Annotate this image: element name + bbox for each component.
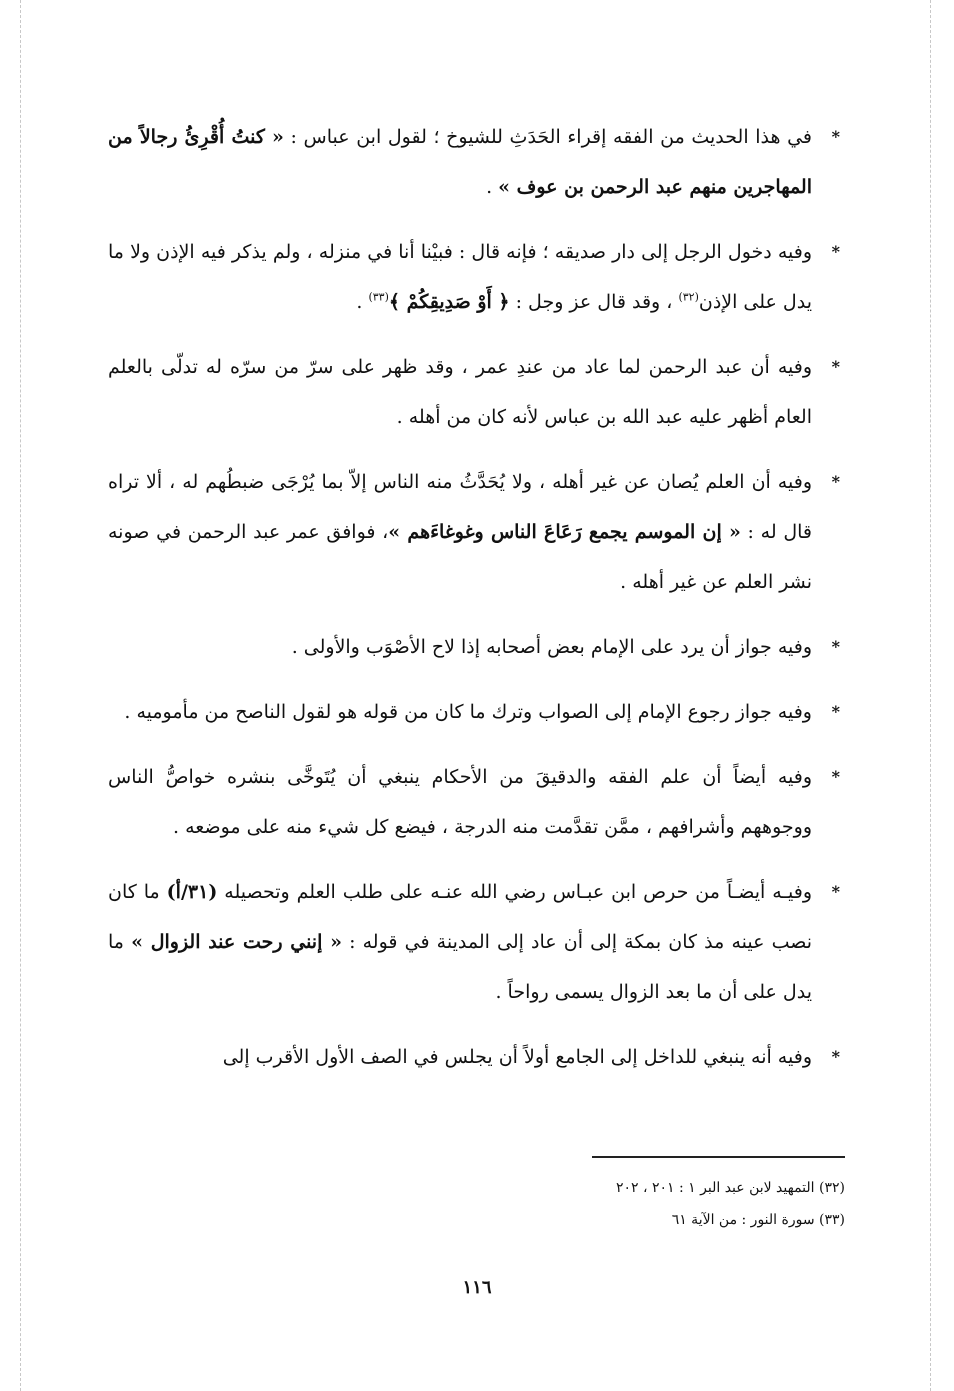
page-body <box>108 112 842 1097</box>
footnotes <box>400 1172 845 1236</box>
bullet-icon: * <box>831 472 840 491</box>
bullet-icon: * <box>831 767 840 786</box>
footnote-32: (٣٢) التمهيد لابن عبد البر ١ : ٢٠١ ، ٢٠٢ <box>615 1180 845 1196</box>
paragraph-text: وفيه أنه ينبغي للداخل إلى الجامع أولاً أن يجلس في الصف الأول الأقرب إلى <box>222 1046 812 1068</box>
bullet-icon: * <box>831 357 840 376</box>
paragraph <box>108 867 842 1017</box>
paragraph <box>108 752 842 852</box>
footnote-33: (٣٣) سورة النور : من الآية ٦١ <box>671 1212 845 1228</box>
emphasized-text: (٣١/أ) <box>166 881 218 903</box>
footnote-reference: (٣٢) <box>678 290 699 304</box>
bullet-icon: * <box>831 242 840 261</box>
paragraph-text: وفيه دخول الرجل إلى دار صديقه ؛ فإنه قال : فبيْنا أنا في منزله ، ولم يذكر فيه الإذن ولا ما يدل على الإذن <box>108 241 812 313</box>
paragraph-text: وفيه أن العلم يُصان عن غير أهله ، ولا يُحَدَّثُ منه الناس إلاّ بما يُرْجَى ضبطُهم له ، ألا تراه قال له : <box>108 471 812 543</box>
scan-edge-right <box>930 0 931 1391</box>
scan-edge-left <box>20 0 21 1391</box>
paragraph <box>108 227 842 327</box>
paragraph <box>108 112 842 212</box>
paragraph-text: . <box>486 176 499 198</box>
paragraph-text: في هذا الحديث من الفقه إقراء الحَدَثِ للشيوخ ؛ لقول ابن عباس : <box>283 126 812 148</box>
paragraph <box>108 622 842 672</box>
paragraph-text: . <box>356 291 369 313</box>
footnote-reference: (٣٣) <box>368 290 389 304</box>
paragraph-text: وفيه جواز أن يرد على الإمام بعض أصحابه إذا لاح الأصْوَب والأولى . <box>291 636 812 658</box>
paragraph-text: وفيه جواز رجوع الإمام إلى الصواب وترك ما كان من قوله هو لقول الناصح من مأموميه . <box>124 701 812 723</box>
paragraph-text: ما كان نصب عينه مذ كان بمكة إلى أن عاد إلى المدينة في قوله : <box>108 881 812 953</box>
bullet-icon: * <box>831 1047 840 1066</box>
paragraph <box>108 342 842 442</box>
paragraph-text: وفيـه أيضـاً من حرص ابن عبـاس رضي الله عنـه على طلب العلم وتحصيله <box>217 881 812 903</box>
paragraph-text: ، فوافق عمر عبد الرحمن في صونه نشر العلم عن غير أهله . <box>108 521 812 593</box>
paragraph-text: ، وقد قال عز وجل : <box>509 291 679 313</box>
paragraph <box>108 457 842 607</box>
paragraph-text: وفيه أن عبد الرحمن لما عاد من عندِ عمر ، وقد ظهر على سرّ من سرّه له تدلّى بالعلم العام أظهر عليه عبد الله بن عباس لأنه كان من أهله . <box>108 356 812 428</box>
paragraph <box>108 1032 842 1082</box>
bullet-icon: * <box>831 702 840 721</box>
footnote-separator <box>592 1156 845 1158</box>
emphasized-text: ﴿ أَوْ صَدِيقِكُمْ ﴾ <box>388 291 510 313</box>
bullet-icon: * <box>831 637 840 656</box>
emphasized-text: « إن الموسم يجمع رَعَاعَ الناس وغوغاءَهم » <box>388 521 741 543</box>
bullet-icon: * <box>831 882 840 901</box>
paragraph-text: ما يدل على أن ما بعد الزوال يسمى رواحاً . <box>108 931 812 1003</box>
page-number: ١١٦ <box>462 1277 492 1298</box>
emphasized-text: « كنتُ أُقْرِئُ رجالاً من المهاجرين منهم عبد الرحمن بن عوف » <box>108 126 812 198</box>
paragraph <box>108 687 842 737</box>
paragraph-text: وفيه أيضاً أن علم الفقه والدقيقَ من الأحكام ينبغي أن يُتَوخَّى بنشره خواصُّ الناس ووجوههم وأشرافهم ، ممَّن تقدَّمت منه الدرجة ، فيضع كل شيء منه على موضعه . <box>108 766 812 838</box>
bullet-icon: * <box>831 127 840 146</box>
emphasized-text: « إنني رحت عند الزوال » <box>131 931 342 953</box>
